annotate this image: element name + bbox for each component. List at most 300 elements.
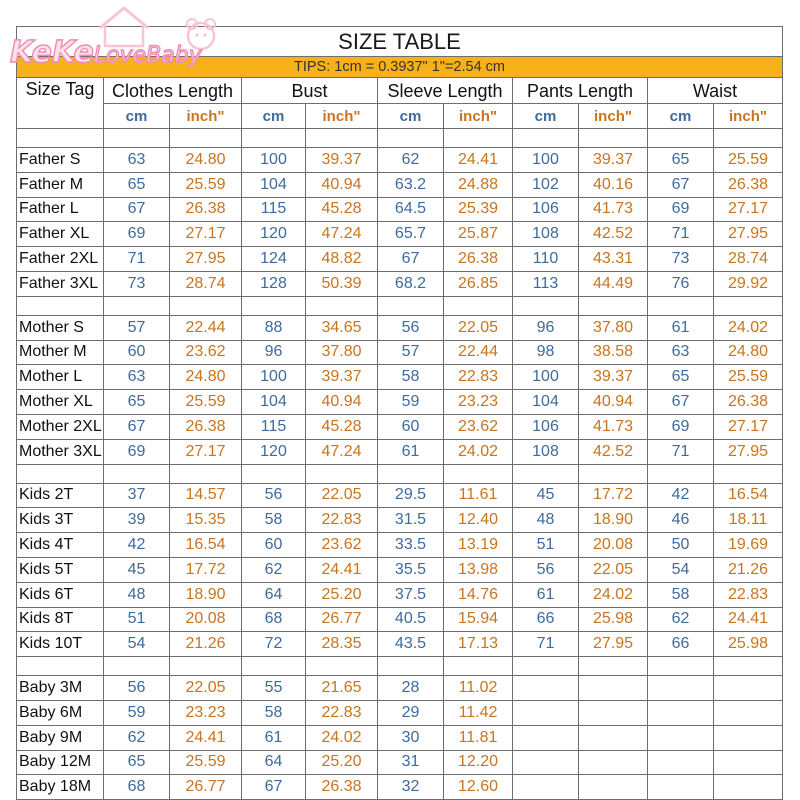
cm-value-cell: 108 — [513, 439, 579, 464]
inch-value-cell: 24.80 — [170, 148, 242, 173]
separator-cell — [306, 129, 378, 148]
table-row — [17, 508, 783, 533]
table-row — [17, 483, 783, 508]
cm-value-cell: 65 — [648, 148, 714, 173]
logo-text-keke: KeKe — [10, 35, 94, 70]
inch-value-cell: 45.28 — [306, 197, 378, 222]
inch-value-cell: 22.05 — [306, 483, 378, 508]
inch-value-cell: 26.38 — [714, 172, 783, 197]
separator-cell — [242, 129, 306, 148]
cm-value-cell: 29 — [378, 700, 444, 725]
inch-value-cell — [579, 775, 648, 800]
cm-value-cell: 33.5 — [378, 533, 444, 558]
separator-cell — [714, 129, 783, 148]
inch-value-cell: 25.20 — [306, 750, 378, 775]
inch-value-cell: 27.95 — [714, 222, 783, 247]
inch-value-cell: 25.59 — [714, 148, 783, 173]
tips-row — [17, 57, 783, 78]
inch-value-cell: 28.74 — [714, 247, 783, 272]
cm-value-cell: 104 — [513, 390, 579, 415]
size-table-body — [17, 27, 783, 800]
cm-value-cell: 48 — [513, 508, 579, 533]
cm-value-cell: 62 — [104, 725, 170, 750]
cm-value-cell: 71 — [104, 247, 170, 272]
cm-value-cell: 37 — [104, 483, 170, 508]
header-sleeve-length: Sleeve Length — [378, 78, 513, 104]
inch-value-cell: 26.85 — [444, 271, 513, 296]
table-row — [17, 271, 783, 296]
inch-value-cell: 18.90 — [579, 508, 648, 533]
separator-cell — [444, 464, 513, 483]
inch-value-cell: 27.17 — [714, 414, 783, 439]
inch-value-cell: 24.41 — [170, 725, 242, 750]
inch-value-cell: 42.52 — [579, 439, 648, 464]
inch-value-cell: 24.02 — [306, 725, 378, 750]
cm-value-cell: 60 — [378, 414, 444, 439]
header-pants-length: Pants Length — [513, 78, 648, 104]
inch-value-cell: 38.58 — [579, 340, 648, 365]
inch-value-cell: 23.62 — [306, 533, 378, 558]
cm-value-cell — [648, 676, 714, 701]
inch-value-cell: 27.95 — [579, 632, 648, 657]
cm-value-cell: 54 — [648, 557, 714, 582]
inch-value-cell: 27.17 — [170, 439, 242, 464]
table-row — [17, 557, 783, 582]
inch-value-cell — [714, 725, 783, 750]
inch-value-cell: 25.98 — [714, 632, 783, 657]
size-tag-header: Size Tag — [17, 78, 104, 129]
cm-value-cell: 96 — [242, 340, 306, 365]
inch-value-cell: 16.54 — [170, 533, 242, 558]
cm-value-cell — [513, 700, 579, 725]
inch-value-cell: 39.37 — [306, 148, 378, 173]
separator-cell — [104, 657, 170, 676]
table-row — [17, 533, 783, 558]
tips-text: TIPS: 1cm = 0.3937" 1"=2.54 cm — [17, 57, 783, 78]
size-tag-cell: Mother S — [17, 315, 104, 340]
unit-cm-waist: cm — [648, 104, 714, 129]
inch-value-cell: 25.59 — [170, 172, 242, 197]
cm-value-cell: 56 — [104, 676, 170, 701]
cm-value-cell: 68 — [242, 607, 306, 632]
separator-cell — [104, 129, 170, 148]
cm-value-cell: 42 — [104, 533, 170, 558]
cm-value-cell: 58 — [242, 700, 306, 725]
separator-cell — [378, 296, 444, 315]
separator-cell — [513, 129, 579, 148]
table-row — [17, 172, 783, 197]
size-tag-cell: Father XL — [17, 222, 104, 247]
table-row — [17, 725, 783, 750]
separator-cell — [444, 296, 513, 315]
inch-value-cell — [714, 700, 783, 725]
inch-value-cell: 12.40 — [444, 508, 513, 533]
size-tag-cell: Mother 3XL — [17, 439, 104, 464]
unit-cm-sleeve: cm — [378, 104, 444, 129]
size-tag-cell: Baby 12M — [17, 750, 104, 775]
cm-value-cell: 67 — [104, 197, 170, 222]
cm-value-cell: 28 — [378, 676, 444, 701]
group-separator-row — [17, 129, 783, 148]
separator-cell — [17, 296, 104, 315]
separator-cell — [579, 129, 648, 148]
inch-value-cell: 11.61 — [444, 483, 513, 508]
inch-value-cell: 17.72 — [170, 557, 242, 582]
cm-value-cell: 100 — [242, 148, 306, 173]
header-waist: Waist — [648, 78, 783, 104]
cm-value-cell: 54 — [104, 632, 170, 657]
cm-value-cell: 76 — [648, 271, 714, 296]
cm-value-cell — [648, 725, 714, 750]
inch-value-cell: 18.11 — [714, 508, 783, 533]
inch-value-cell: 11.42 — [444, 700, 513, 725]
cm-value-cell: 71 — [648, 439, 714, 464]
cm-value-cell: 65.7 — [378, 222, 444, 247]
separator-cell — [306, 657, 378, 676]
logo-text-lovebaby: LoveBaby — [93, 43, 202, 68]
inch-value-cell — [714, 676, 783, 701]
inch-value-cell: 24.88 — [444, 172, 513, 197]
separator-cell — [579, 296, 648, 315]
size-sheet — [16, 26, 783, 800]
separator-cell — [17, 464, 104, 483]
inch-value-cell: 14.76 — [444, 582, 513, 607]
separator-cell — [170, 296, 242, 315]
cm-value-cell: 64 — [242, 750, 306, 775]
size-tag-cell: Father 2XL — [17, 247, 104, 272]
cm-value-cell: 48 — [104, 582, 170, 607]
cm-value-cell: 59 — [104, 700, 170, 725]
size-tag-cell: Mother L — [17, 365, 104, 390]
cm-value-cell: 113 — [513, 271, 579, 296]
separator-cell — [579, 657, 648, 676]
size-tag-cell: Mother 2XL — [17, 414, 104, 439]
cm-value-cell: 128 — [242, 271, 306, 296]
inch-value-cell: 25.59 — [714, 365, 783, 390]
size-tag-cell: Father M — [17, 172, 104, 197]
cm-value-cell: 42 — [648, 483, 714, 508]
inch-value-cell: 24.02 — [579, 582, 648, 607]
separator-cell — [170, 464, 242, 483]
cm-value-cell: 56 — [378, 315, 444, 340]
table-row — [17, 414, 783, 439]
group-separator-row — [17, 296, 783, 315]
inch-value-cell: 25.59 — [170, 390, 242, 415]
inch-value-cell: 23.23 — [444, 390, 513, 415]
inch-value-cell: 18.90 — [170, 582, 242, 607]
cm-value-cell: 66 — [648, 632, 714, 657]
separator-cell — [170, 657, 242, 676]
table-title: SIZE TABLE — [17, 27, 783, 57]
cm-value-cell: 65 — [104, 172, 170, 197]
table-row — [17, 607, 783, 632]
inch-value-cell: 19.69 — [714, 533, 783, 558]
inch-value-cell: 23.23 — [170, 700, 242, 725]
units-row — [17, 104, 783, 129]
separator-cell — [104, 464, 170, 483]
header-row — [17, 78, 783, 104]
cm-value-cell: 67 — [104, 414, 170, 439]
cm-value-cell: 63.2 — [378, 172, 444, 197]
inch-value-cell: 41.73 — [579, 414, 648, 439]
unit-cm-clothes: cm — [104, 104, 170, 129]
inch-value-cell: 42.52 — [579, 222, 648, 247]
inch-value-cell: 25.20 — [306, 582, 378, 607]
cm-value-cell: 63 — [104, 365, 170, 390]
cm-value-cell: 72 — [242, 632, 306, 657]
inch-value-cell: 22.05 — [170, 676, 242, 701]
inch-value-cell: 28.35 — [306, 632, 378, 657]
separator-cell — [444, 129, 513, 148]
separator-cell — [242, 657, 306, 676]
unit-inch-pants: inch" — [579, 104, 648, 129]
group-separator-row — [17, 657, 783, 676]
cm-value-cell: 62 — [242, 557, 306, 582]
size-tag-cell: Kids 3T — [17, 508, 104, 533]
cm-value-cell: 115 — [242, 197, 306, 222]
inch-value-cell: 16.54 — [714, 483, 783, 508]
cm-value-cell: 57 — [378, 340, 444, 365]
size-tag-cell: Kids 5T — [17, 557, 104, 582]
cm-value-cell: 63 — [104, 148, 170, 173]
inch-value-cell: 27.17 — [714, 197, 783, 222]
separator-cell — [444, 657, 513, 676]
inch-value-cell: 24.41 — [714, 607, 783, 632]
separator-cell — [513, 657, 579, 676]
cm-value-cell: 55 — [242, 676, 306, 701]
inch-value-cell: 13.19 — [444, 533, 513, 558]
inch-value-cell: 26.38 — [306, 775, 378, 800]
cm-value-cell: 67 — [648, 172, 714, 197]
cm-value-cell: 73 — [648, 247, 714, 272]
size-tag-cell: Kids 4T — [17, 533, 104, 558]
cm-value-cell: 110 — [513, 247, 579, 272]
inch-value-cell: 22.83 — [714, 582, 783, 607]
inch-value-cell: 20.08 — [170, 607, 242, 632]
table-row — [17, 632, 783, 657]
cm-value-cell: 50 — [648, 533, 714, 558]
cm-value-cell: 104 — [242, 390, 306, 415]
inch-value-cell: 24.80 — [714, 340, 783, 365]
inch-value-cell: 23.62 — [444, 414, 513, 439]
inch-value-cell: 20.08 — [579, 533, 648, 558]
cm-value-cell: 71 — [513, 632, 579, 657]
unit-inch-sleeve: inch" — [444, 104, 513, 129]
separator-cell — [648, 464, 714, 483]
table-row — [17, 582, 783, 607]
cm-value-cell: 31.5 — [378, 508, 444, 533]
unit-cm-pants: cm — [513, 104, 579, 129]
cm-value-cell: 51 — [513, 533, 579, 558]
title-row — [17, 27, 783, 57]
separator-cell — [648, 657, 714, 676]
inch-value-cell: 47.24 — [306, 222, 378, 247]
cm-value-cell — [513, 750, 579, 775]
inch-value-cell: 12.20 — [444, 750, 513, 775]
inch-value-cell: 22.05 — [579, 557, 648, 582]
inch-value-cell: 40.94 — [579, 390, 648, 415]
cm-value-cell: 69 — [648, 197, 714, 222]
cm-value-cell: 64.5 — [378, 197, 444, 222]
table-row — [17, 700, 783, 725]
inch-value-cell: 40.94 — [306, 390, 378, 415]
cm-value-cell — [513, 775, 579, 800]
cm-value-cell: 73 — [104, 271, 170, 296]
inch-value-cell: 24.41 — [444, 148, 513, 173]
cm-value-cell: 58 — [242, 508, 306, 533]
header-clothes-length: Clothes Length — [104, 78, 242, 104]
separator-cell — [378, 129, 444, 148]
table-row — [17, 197, 783, 222]
inch-value-cell: 12.60 — [444, 775, 513, 800]
inch-value-cell: 45.28 — [306, 414, 378, 439]
cm-value-cell — [648, 750, 714, 775]
inch-value-cell — [714, 775, 783, 800]
inch-value-cell: 26.38 — [170, 414, 242, 439]
cm-value-cell: 43.5 — [378, 632, 444, 657]
size-tag-cell: Kids 2T — [17, 483, 104, 508]
cm-value-cell: 71 — [648, 222, 714, 247]
size-tag-cell: Kids 6T — [17, 582, 104, 607]
unit-inch-clothes: inch" — [170, 104, 242, 129]
inch-value-cell: 24.80 — [170, 365, 242, 390]
cm-value-cell: 56 — [513, 557, 579, 582]
inch-value-cell: 39.37 — [579, 148, 648, 173]
inch-value-cell — [579, 676, 648, 701]
table-row — [17, 676, 783, 701]
inch-value-cell: 22.05 — [444, 315, 513, 340]
separator-cell — [648, 129, 714, 148]
inch-value-cell: 37.80 — [579, 315, 648, 340]
cm-value-cell: 31 — [378, 750, 444, 775]
cm-value-cell: 124 — [242, 247, 306, 272]
cm-value-cell: 67 — [378, 247, 444, 272]
cm-value-cell: 60 — [242, 533, 306, 558]
inch-value-cell: 41.73 — [579, 197, 648, 222]
inch-value-cell — [579, 750, 648, 775]
cm-value-cell: 68.2 — [378, 271, 444, 296]
cm-value-cell: 88 — [242, 315, 306, 340]
inch-value-cell: 23.62 — [170, 340, 242, 365]
inch-value-cell: 25.59 — [170, 750, 242, 775]
cm-value-cell — [648, 700, 714, 725]
inch-value-cell: 26.38 — [444, 247, 513, 272]
unit-cm-bust: cm — [242, 104, 306, 129]
table-row — [17, 247, 783, 272]
cm-value-cell: 61 — [378, 439, 444, 464]
inch-value-cell: 26.77 — [306, 607, 378, 632]
cm-value-cell: 58 — [378, 365, 444, 390]
cm-value-cell: 120 — [242, 222, 306, 247]
inch-value-cell: 24.02 — [444, 439, 513, 464]
size-tag-cell: Father S — [17, 148, 104, 173]
inch-value-cell: 22.44 — [170, 315, 242, 340]
cm-value-cell: 56 — [242, 483, 306, 508]
cm-value-cell: 35.5 — [378, 557, 444, 582]
cm-value-cell: 57 — [104, 315, 170, 340]
cm-value-cell: 65 — [104, 750, 170, 775]
inch-value-cell: 25.87 — [444, 222, 513, 247]
size-tag-cell: Kids 10T — [17, 632, 104, 657]
inch-value-cell — [579, 725, 648, 750]
cm-value-cell — [513, 725, 579, 750]
cm-value-cell: 106 — [513, 197, 579, 222]
inch-value-cell: 26.77 — [170, 775, 242, 800]
inch-value-cell — [714, 750, 783, 775]
size-table — [16, 26, 783, 800]
size-tag-cell: Baby 9M — [17, 725, 104, 750]
inch-value-cell: 50.39 — [306, 271, 378, 296]
inch-value-cell: 26.38 — [714, 390, 783, 415]
inch-value-cell: 21.65 — [306, 676, 378, 701]
cm-value-cell: 104 — [242, 172, 306, 197]
separator-cell — [378, 657, 444, 676]
separator-cell — [170, 129, 242, 148]
inch-value-cell: 26.38 — [170, 197, 242, 222]
inch-value-cell: 25.39 — [444, 197, 513, 222]
unit-inch-waist: inch" — [714, 104, 783, 129]
inch-value-cell: 14.57 — [170, 483, 242, 508]
inch-value-cell: 43.31 — [579, 247, 648, 272]
cm-value-cell: 45 — [104, 557, 170, 582]
cm-value-cell: 61 — [513, 582, 579, 607]
cm-value-cell — [648, 775, 714, 800]
cm-value-cell: 67 — [648, 390, 714, 415]
cm-value-cell: 100 — [242, 365, 306, 390]
inch-value-cell: 24.02 — [714, 315, 783, 340]
cm-value-cell: 106 — [513, 414, 579, 439]
cm-value-cell: 65 — [104, 390, 170, 415]
cm-value-cell: 58 — [648, 582, 714, 607]
inch-value-cell: 21.26 — [170, 632, 242, 657]
inch-value-cell: 11.02 — [444, 676, 513, 701]
separator-cell — [648, 296, 714, 315]
inch-value-cell: 22.44 — [444, 340, 513, 365]
size-tag-cell: Kids 8T — [17, 607, 104, 632]
size-tag-cell: Baby 3M — [17, 676, 104, 701]
cm-value-cell: 61 — [648, 315, 714, 340]
cm-value-cell: 67 — [242, 775, 306, 800]
cm-value-cell: 64 — [242, 582, 306, 607]
inch-value-cell: 22.83 — [444, 365, 513, 390]
separator-cell — [242, 464, 306, 483]
cm-value-cell: 59 — [378, 390, 444, 415]
table-row — [17, 148, 783, 173]
separator-cell — [378, 464, 444, 483]
inch-value-cell: 29.92 — [714, 271, 783, 296]
separator-cell — [17, 129, 104, 148]
header-bust: Bust — [242, 78, 378, 104]
cm-value-cell: 69 — [104, 439, 170, 464]
cm-value-cell: 68 — [104, 775, 170, 800]
cm-value-cell: 46 — [648, 508, 714, 533]
table-row — [17, 390, 783, 415]
cm-value-cell: 100 — [513, 365, 579, 390]
inch-value-cell: 37.80 — [306, 340, 378, 365]
inch-value-cell: 39.37 — [579, 365, 648, 390]
inch-value-cell: 47.24 — [306, 439, 378, 464]
cm-value-cell: 108 — [513, 222, 579, 247]
cm-value-cell — [513, 676, 579, 701]
size-tag-cell: Mother M — [17, 340, 104, 365]
table-row — [17, 315, 783, 340]
cm-value-cell: 66 — [513, 607, 579, 632]
inch-value-cell: 39.37 — [306, 365, 378, 390]
inch-value-cell: 44.49 — [579, 271, 648, 296]
separator-cell — [579, 464, 648, 483]
inch-value-cell: 15.35 — [170, 508, 242, 533]
cm-value-cell: 62 — [648, 607, 714, 632]
